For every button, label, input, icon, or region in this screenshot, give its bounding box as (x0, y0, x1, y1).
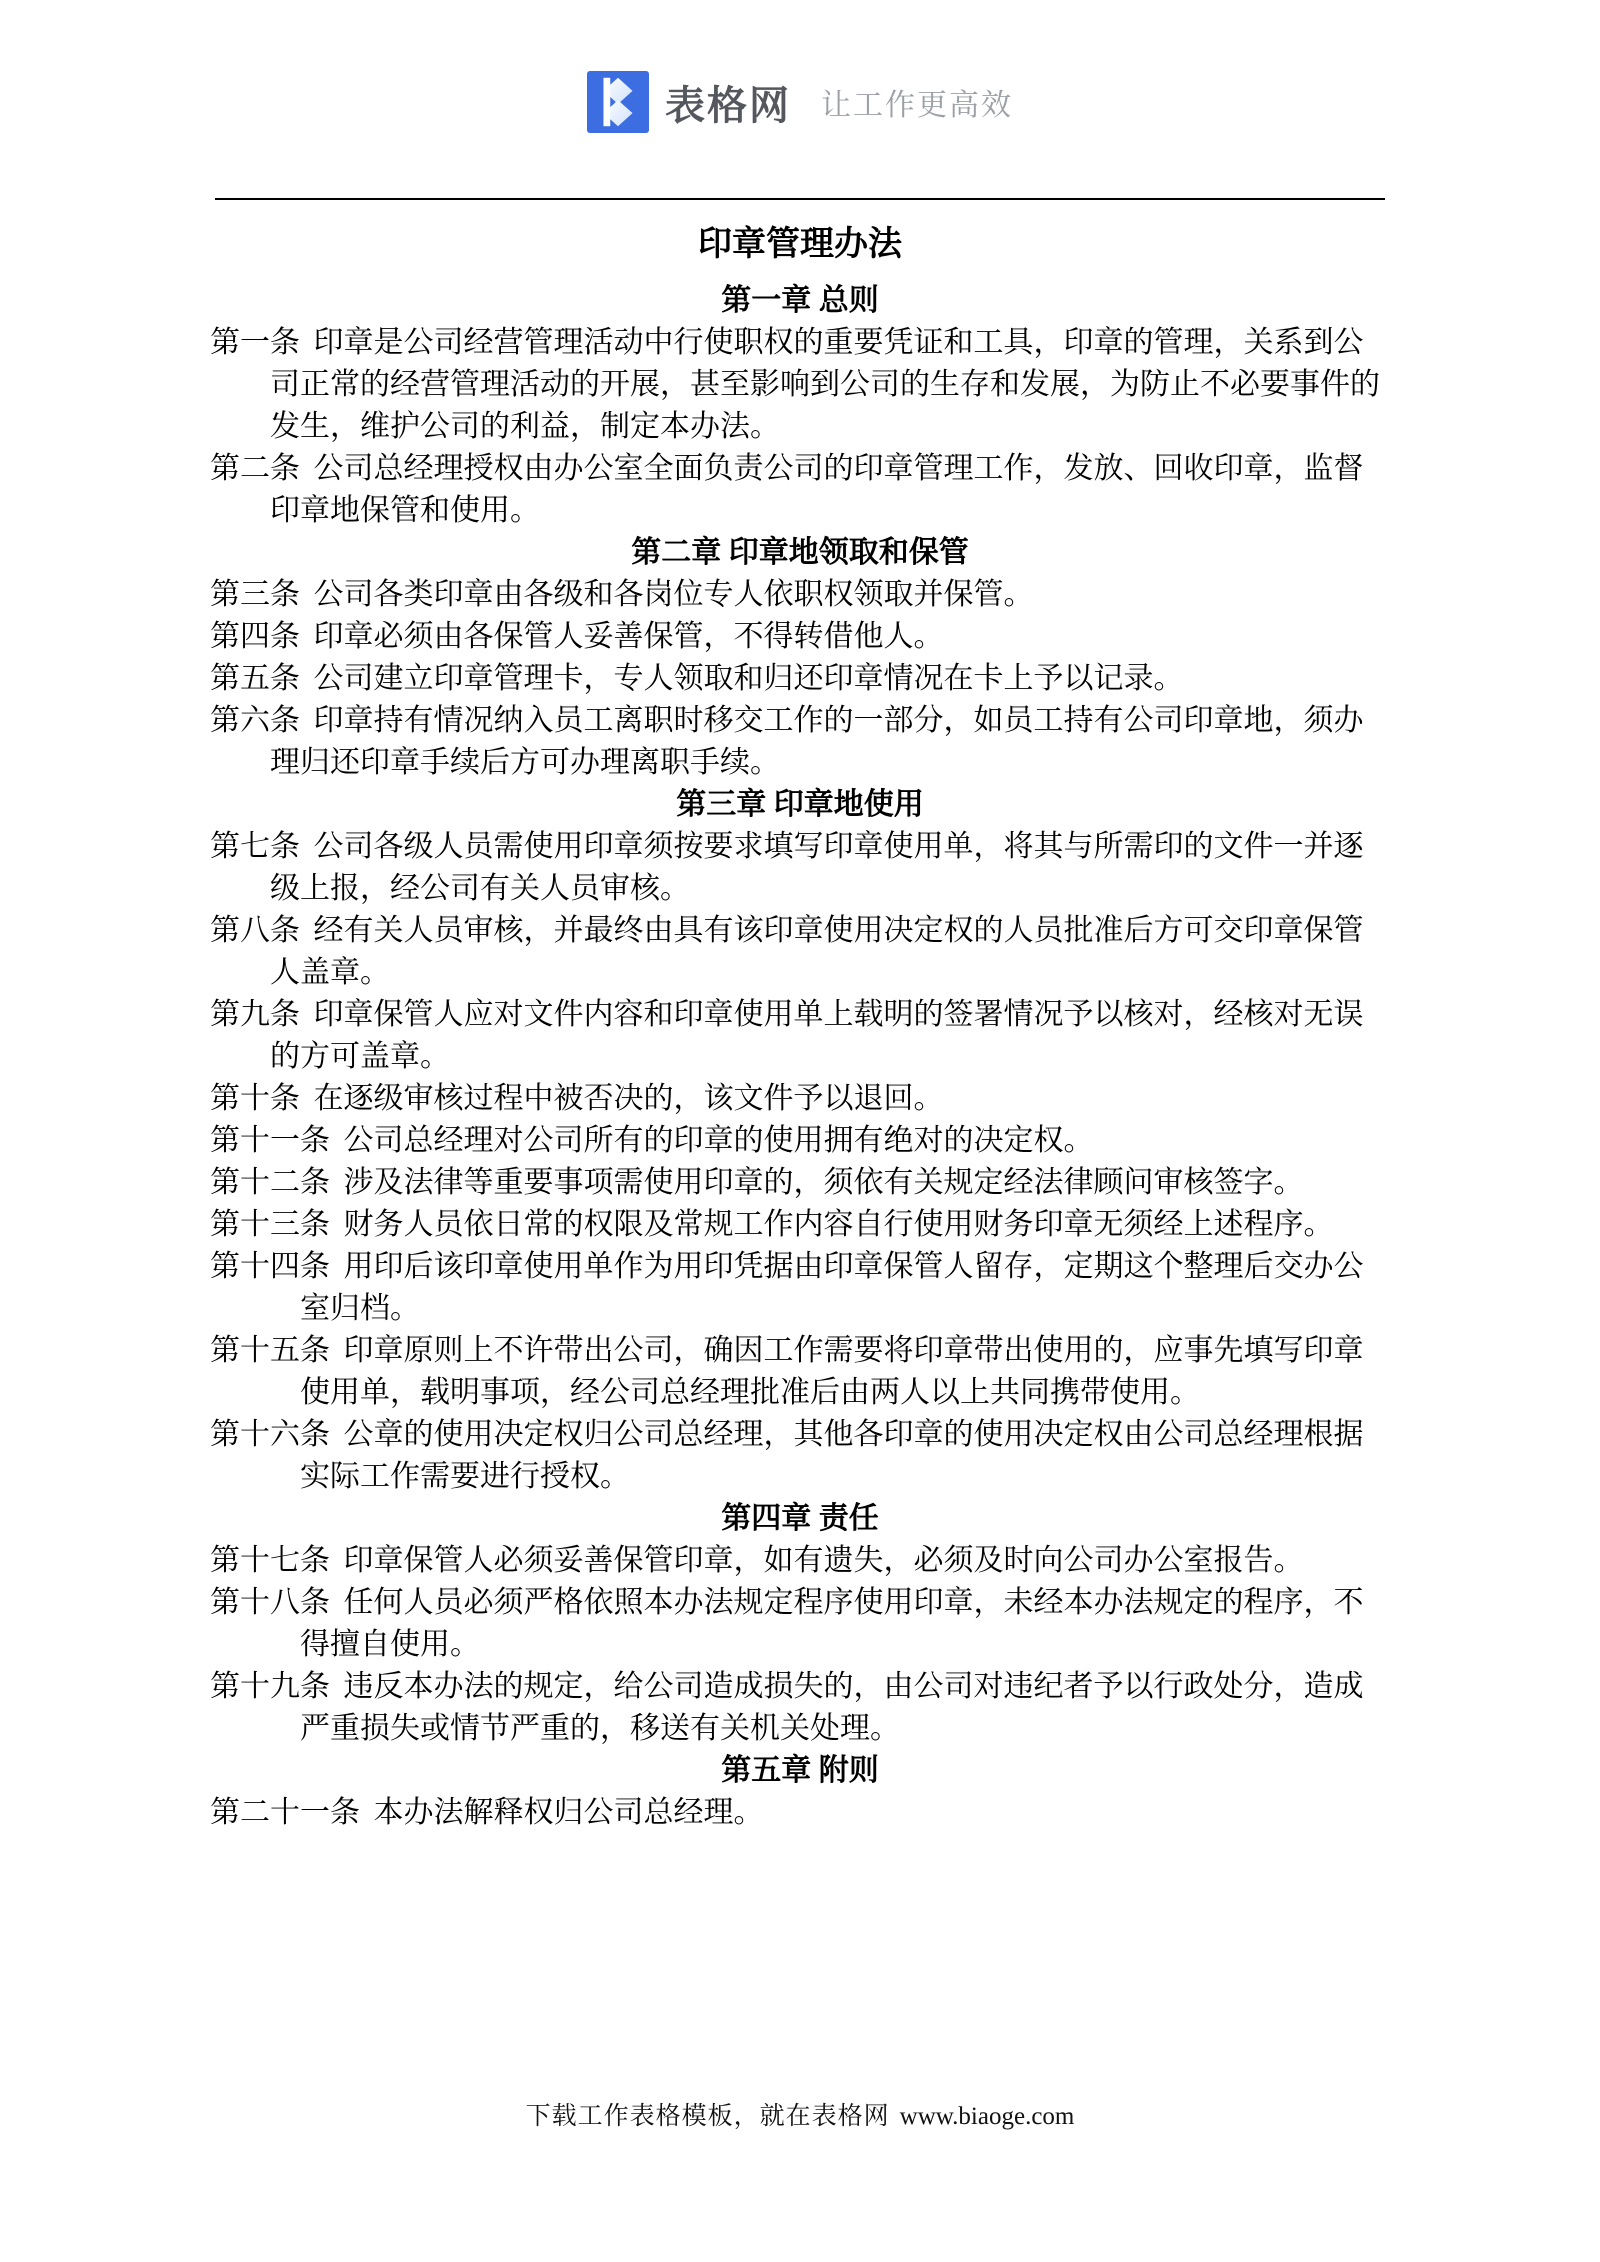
article (210, 700, 1390, 784)
article (210, 322, 1390, 448)
article-label: 第十七条 (210, 1544, 330, 1577)
article (210, 1078, 1390, 1120)
article-text: 公司建立印章管理卡，专人领取和归还印章情况在卡上予以记录。 (313, 662, 1184, 695)
page-footer (0, 2096, 1600, 2132)
article-text: 公司各级人员需使用印章须按要求填写印章使用单，将其与所需印的文件一并逐级上报，经公司有关人员审核。 (270, 830, 1364, 905)
footer-url: www.biaoge.com (899, 2103, 1075, 2130)
article-text: 印章必须由各保管人妥善保管，不得转借他人。 (313, 620, 944, 653)
chapter-heading: 第三章 印章地使用 (676, 788, 924, 821)
article (210, 1120, 1390, 1162)
article (210, 574, 1390, 616)
article-text: 印章保管人必须妥善保管印章，如有遗失，必须及时向公司办公室报告。 (343, 1544, 1304, 1577)
article-text: 印章持有情况纳入员工离职时移交工作的一部分，如员工持有公司印章地，须办理归还印章手续后方可办理离职手续。 (270, 704, 1364, 779)
article-label: 第二条 (210, 452, 300, 485)
article-label: 第六条 (210, 704, 300, 737)
article-label: 第十四条 (210, 1250, 330, 1283)
article-label: 第八条 (210, 914, 300, 947)
article-text: 公司各类印章由各级和各岗位专人依职权领取并保管。 (313, 578, 1034, 611)
article (210, 826, 1390, 910)
article-label: 第四条 (210, 620, 300, 653)
article-label: 第二十一条 (210, 1796, 360, 1829)
article-text: 经有关人员审核，并最终由具有该印章使用决定权的人员批准后方可交印章保管人盖章。 (270, 914, 1364, 989)
article (210, 1162, 1390, 1204)
document-title: 印章管理办法 (698, 226, 902, 263)
brand-row (0, 70, 1600, 134)
article-label: 第十六条 (210, 1418, 330, 1451)
article-text: 印章保管人应对文件内容和印章使用单上载明的签署情况予以核对，经核对无误的方可盖章。 (270, 998, 1364, 1073)
article (210, 1792, 1390, 1834)
article (210, 658, 1390, 700)
article-text: 印章是公司经营管理活动中行使职权的重要凭证和工具，印章的管理，关系到公司正常的经营管理活动的开展，甚至影响到公司的生存和发展，为防止不必要事件的发生，维护公司的利益，制定本办法。 (270, 326, 1380, 443)
article-text: 用印后该印章使用单作为用印凭据由印章保管人留存，定期这个整理后交办公室归档。 (300, 1250, 1364, 1325)
biaoge-logo-icon (587, 71, 649, 133)
article-label: 第七条 (210, 830, 300, 863)
article (210, 994, 1390, 1078)
article (210, 1330, 1390, 1414)
article-text: 公司总经理授权由办公室全面负责公司的印章管理工作，发放、回收印章，监督印章地保管和使用。 (270, 452, 1364, 527)
article-label: 第十五条 (210, 1334, 330, 1367)
article-label: 第五条 (210, 662, 300, 695)
article-text: 印章原则上不许带出公司，确因工作需要将印章带出使用的，应事先填写印章使用单，载明事项，经公司总经理批准后由两人以上共同携带使用。 (300, 1334, 1364, 1409)
article (210, 1582, 1390, 1666)
footer-text: 下载工作表格模板，就在表格网 (525, 2103, 890, 2130)
article (210, 910, 1390, 994)
article-label: 第三条 (210, 578, 300, 611)
article-text: 本办法解释权归公司总经理。 (373, 1796, 764, 1829)
brand-tagline: 让工作更高效 (821, 89, 1013, 122)
article-label: 第十一条 (210, 1124, 330, 1157)
article-text: 公司总经理对公司所有的印章的使用拥有绝对的决定权。 (343, 1124, 1094, 1157)
article (210, 1414, 1390, 1498)
article (210, 1666, 1390, 1750)
site-header (0, 0, 1600, 200)
article-label: 第十条 (210, 1082, 300, 1115)
article-text: 财务人员依日常的权限及常规工作内容自行使用财务印章无须经上述程序。 (343, 1208, 1334, 1241)
chapter-heading: 第四章 责任 (721, 1502, 879, 1535)
chapter-heading: 第五章 附则 (721, 1754, 879, 1787)
article (210, 1540, 1390, 1582)
document-body (210, 200, 1390, 1834)
chapter-heading: 第一章 总则 (721, 284, 879, 317)
article-text: 在逐级审核过程中被否决的，该文件予以退回。 (313, 1082, 944, 1115)
article-text: 违反本办法的规定，给公司造成损失的，由公司对违纪者予以行政处分，造成严重损失或情节严重的，移送有关机关处理。 (300, 1670, 1364, 1745)
article-label: 第十三条 (210, 1208, 330, 1241)
sections (210, 280, 1390, 1834)
article-label: 第一条 (210, 326, 300, 359)
article-label: 第十九条 (210, 1670, 330, 1703)
article (210, 448, 1390, 532)
brand-name: 表格网 (665, 83, 791, 128)
article-text: 公章的使用决定权归公司总经理，其他各印章的使用决定权由公司总经理根据实际工作需要进行授权。 (300, 1418, 1364, 1493)
article-text: 任何人员必须严格依照本办法规定程序使用印章，未经本办法规定的程序，不得擅自使用。 (300, 1586, 1364, 1661)
article (210, 1204, 1390, 1246)
article-label: 第十二条 (210, 1166, 330, 1199)
article (210, 1246, 1390, 1330)
article (210, 616, 1390, 658)
article-label: 第九条 (210, 998, 300, 1031)
article-label: 第十八条 (210, 1586, 330, 1619)
chapter-heading: 第二章 印章地领取和保管 (631, 536, 969, 569)
article-text: 涉及法律等重要事项需使用印章的，须依有关规定经法律顾问审核签字。 (343, 1166, 1304, 1199)
